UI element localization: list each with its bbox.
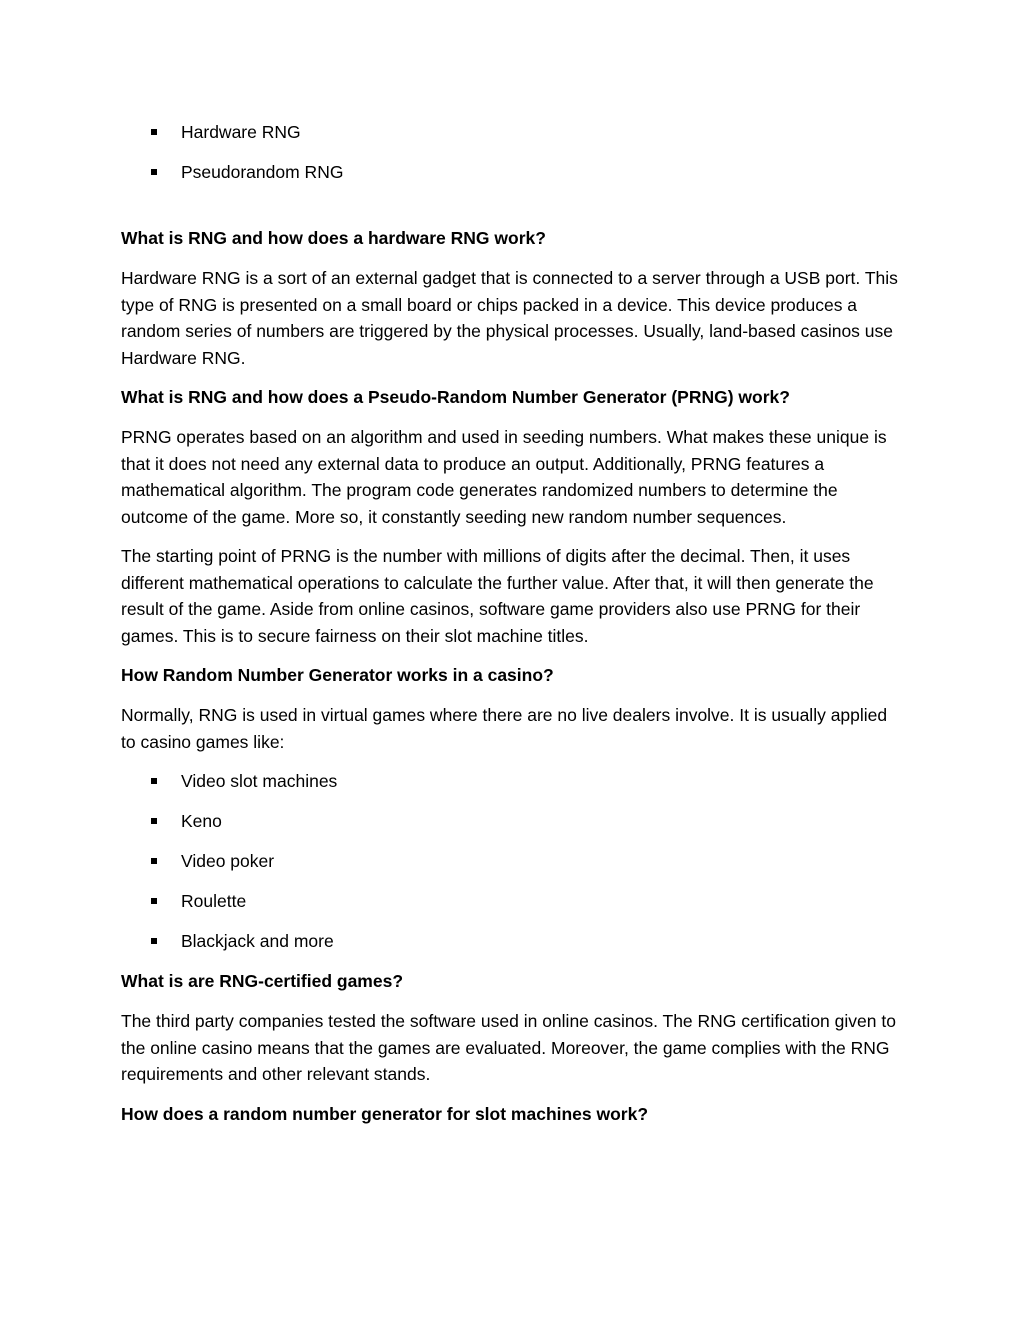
- paragraph: The third party companies tested the software used in online casinos. The RNG certification given to the online casino means that the games are evaluated. Moreover, the game complies with the RNG requirements and other relevant stands.: [121, 1011, 896, 1084]
- list-item: [121, 119, 904, 145]
- list-item: [121, 848, 904, 874]
- paragraph: PRNG operates based on an algorithm and used in seeding numbers. What makes these unique is that it does not need any external data to produce an output. Additionally, PRNG features a mathematical algorithm. The program code generates randomized numbers to determine the outcome of the game. More so, it constantly seeding new random number sequences.: [121, 427, 887, 527]
- list-item-text: Pseudorandom RNG: [181, 162, 344, 182]
- list-item-text: Hardware RNG: [181, 122, 301, 142]
- square-bullet-icon: [151, 169, 157, 175]
- section-heading-certified: What is are RNG-certified games?: [121, 971, 404, 991]
- section-heading-hardware: What is RNG and how does a hardware RNG work?: [121, 228, 546, 248]
- paragraph: Normally, RNG is used in virtual games where there are no live dealers involve. It is usually applied to casino games like:: [121, 705, 888, 752]
- list-item: [121, 928, 904, 954]
- list-item: [121, 888, 904, 914]
- square-bullet-icon: [151, 778, 157, 784]
- square-bullet-icon: [151, 898, 157, 904]
- square-bullet-icon: [151, 818, 157, 824]
- section-heading-slots: How does a random number generator for slot machines work?: [121, 1103, 649, 1124]
- square-bullet-icon: [151, 858, 157, 864]
- section-heading-prng: What is RNG and how does a Pseudo-Random Number Generator (PRNG) work?: [121, 387, 790, 407]
- list-item: [121, 808, 904, 834]
- list-item-text: Roulette: [181, 891, 247, 911]
- section-heading-casino: How Random Number Generator works in a casino?: [121, 665, 554, 685]
- list-item-text: Video slot machines: [181, 771, 338, 791]
- list-item-text: Keno: [181, 811, 222, 831]
- casino-games-bullet-list: [121, 768, 904, 954]
- list-item: [121, 768, 904, 794]
- intro-bullet-list: [121, 119, 904, 185]
- spacer: [121, 199, 904, 225]
- square-bullet-icon: [151, 938, 157, 944]
- list-item: [121, 159, 904, 185]
- list-item-text: Video poker: [181, 851, 275, 871]
- square-bullet-icon: [151, 129, 157, 135]
- list-item-text: Blackjack and more: [181, 931, 334, 951]
- paragraph: The starting point of PRNG is the number with millions of digits after the decimal. Then, it uses different mathematical operations to calculate the further value. After that, it will then generate the result of the game. Aside from online casinos, software game providers also use PRNG for their games. This is to secure fairness on their slot machine titles.: [121, 546, 874, 646]
- paragraph: Hardware RNG is a sort of an external gadget that is connected to a server through a USB port. This type of RNG is presented on a small board or chips packed in a device. This device produces a random series of numbers are triggered by the physical processes. Usually, land-based casinos use Hardware RNG.: [121, 268, 898, 368]
